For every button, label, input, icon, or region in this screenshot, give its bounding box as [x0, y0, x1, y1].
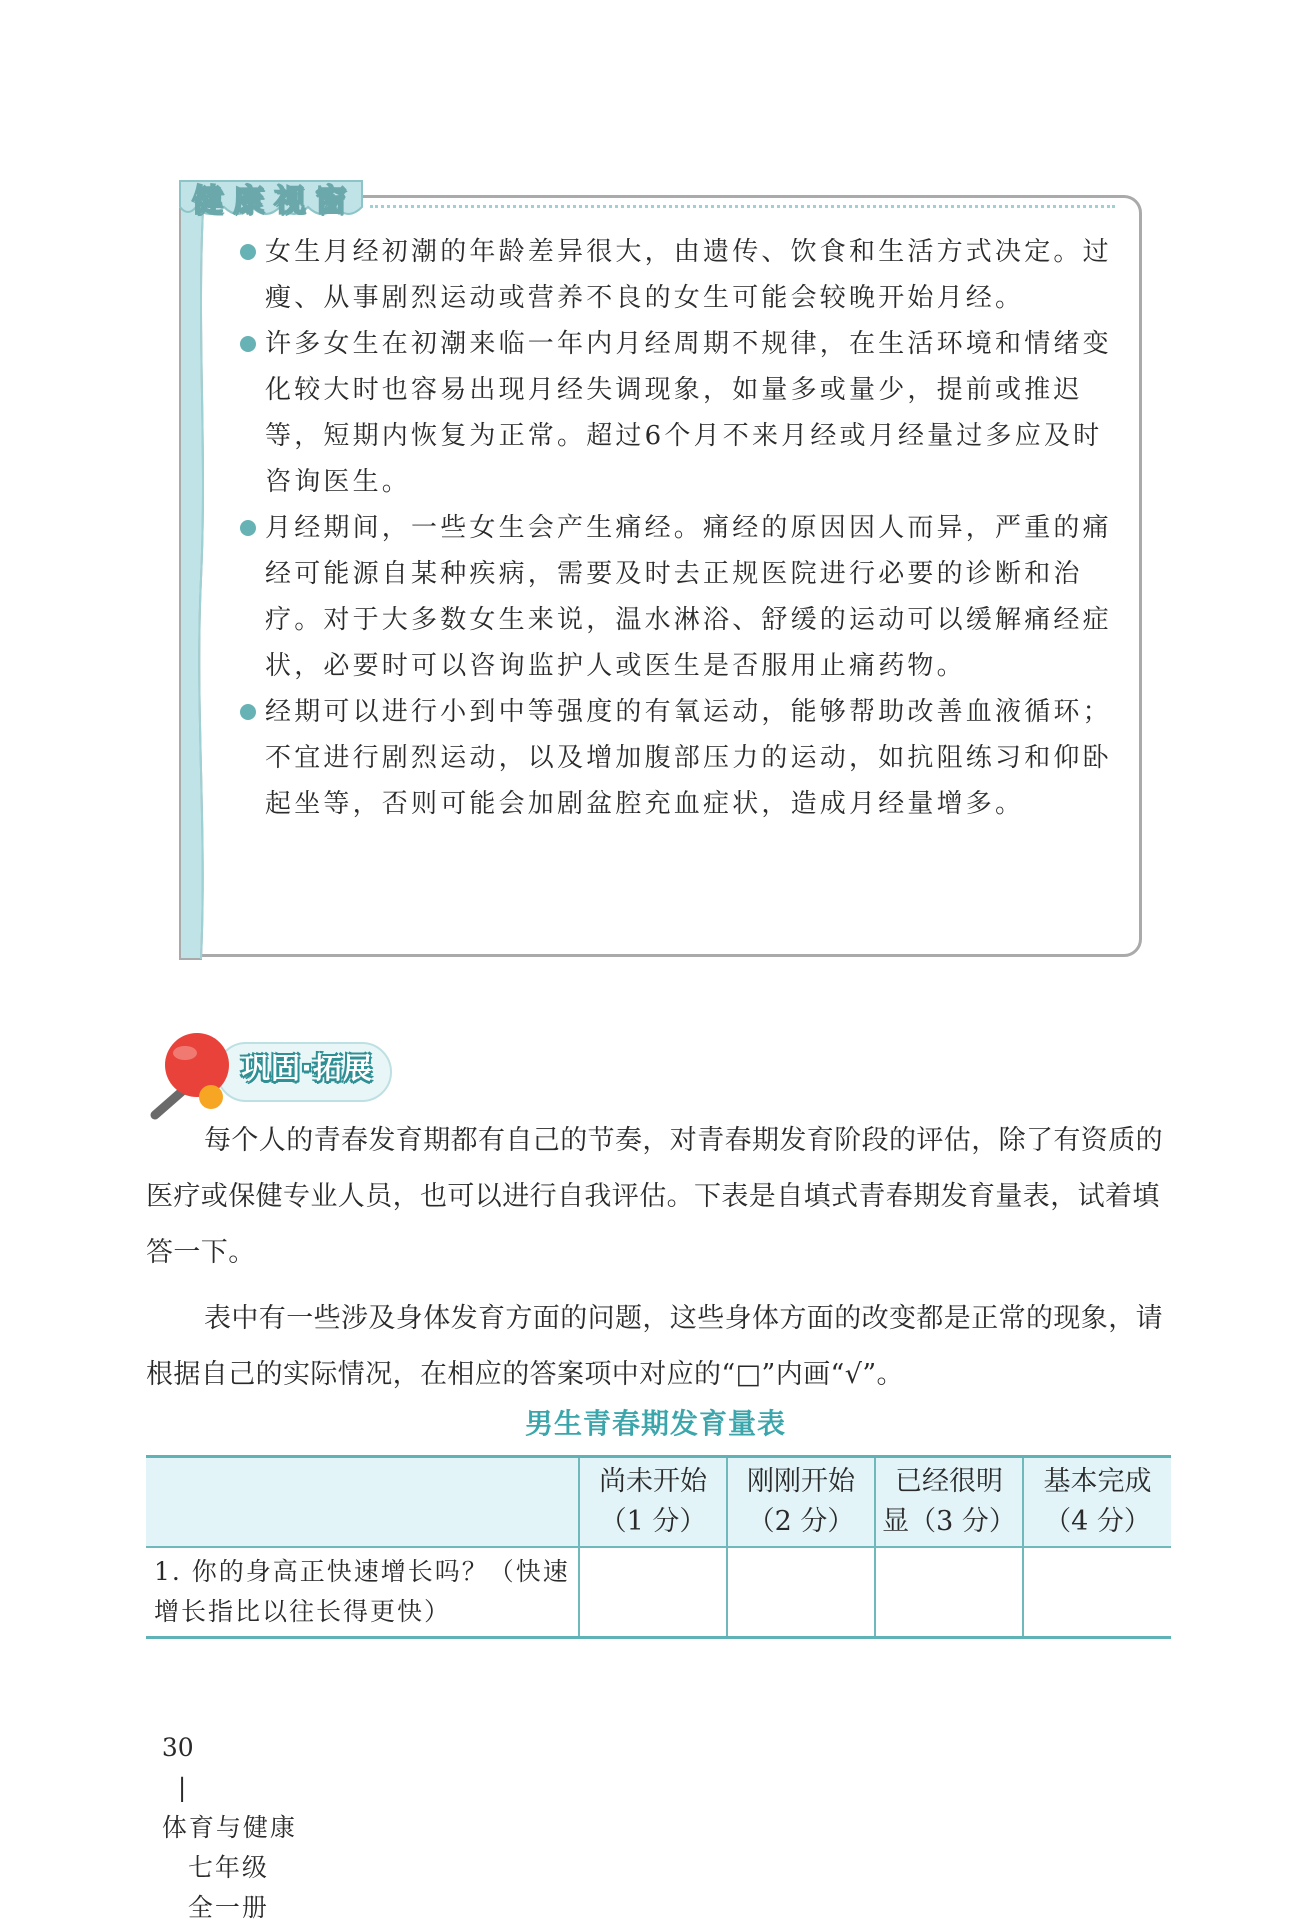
bullet-dot-icon: [240, 520, 256, 536]
list-item: [240, 689, 1120, 827]
table-header-empty: [146, 1457, 579, 1547]
list-item-text: 女生月经初潮的年龄差异很大，由遗传、饮食和生活方式决定。过瘦、从事剧烈运动或营养不良的女生可能会较晚开始月经。: [265, 237, 1112, 313]
table-header-cell: 基本完成 （4 分）: [1023, 1457, 1171, 1547]
footer-separator: |: [177, 1773, 187, 1802]
list-item: [240, 229, 1120, 321]
table-header-cell: 已经很明 显（3 分）: [875, 1457, 1023, 1547]
answer-cell-obvious[interactable]: [875, 1547, 1023, 1638]
page-footer: [146, 1688, 297, 1922]
footer-book-title: 体育与健康: [161, 1813, 297, 1842]
bullet-dot-icon: [240, 336, 256, 352]
table-header-row: [146, 1457, 1171, 1547]
puberty-scale-table: [146, 1455, 1171, 1639]
health-window-list: [240, 229, 1120, 827]
intro-paragraph: 每个人的青春发育期都有自己的节奏，对青春期发育阶段的评估，除了有资质的医疗或保健专业人员，也可以进行自我评估。下表是自填式青春期发育量表，试着填答一下。: [146, 1125, 1163, 1268]
list-item-text: 许多女生在初潮来临一年内月经周期不规律，在生活环境和情绪变化较大时也容易出现月经失调现象，如量多或量少，提前或推迟等，短期内恢复为正常。超过6个月不来月经或月经量过多应及时咨询医生。: [265, 329, 1112, 497]
table-row: [146, 1547, 1171, 1638]
footer-grade: 七年级: [187, 1853, 269, 1882]
answer-cell-just-started[interactable]: [727, 1547, 875, 1638]
section-badge-label: 巩固·拓展: [240, 1051, 374, 1085]
bullet-dot-icon: [240, 244, 256, 260]
answer-cell-complete[interactable]: [1023, 1547, 1171, 1638]
table-title: 男生青春期发育量表: [524, 1407, 786, 1440]
page-number: 30: [161, 1733, 194, 1762]
table-header-cell: 刚刚开始 （2 分）: [727, 1457, 875, 1547]
dotted-divider: [370, 205, 1115, 208]
bullet-dot-icon: [240, 704, 256, 720]
list-item: [240, 321, 1120, 505]
answer-cell-not-started[interactable]: [579, 1547, 727, 1638]
footer-volume: 全一册: [187, 1893, 269, 1922]
question-cell: 1. 你的身高正快速增长吗？（快速增长指比以往长得更快）: [154, 1556, 570, 1626]
health-window-title: 健康视窗: [192, 183, 356, 219]
list-item-text: 经期可以进行小到中等强度的有氧运动，能够帮助改善血液循环；不宜进行剧烈运动，以及增加腹部压力的运动，如抗阻练习和仰卧起坐等，否则可能会加剧盆腔充血症状，造成月经量增多。: [265, 697, 1112, 819]
list-item: [240, 505, 1120, 689]
health-window-box: [180, 183, 1142, 957]
table-header-cell: 尚未开始 （1 分）: [579, 1457, 727, 1547]
list-item-text: 月经期间，一些女生会产生痛经。痛经的原因因人而异，严重的痛经可能源自某种疾病，需要及时去正规医院进行必要的诊断和治疗。对于大多数女生来说，温水淋浴、舒缓的运动可以缓解痛经症状，必要时可以咨询监护人或医生是否服用止痛药物。: [265, 513, 1112, 681]
instruction-paragraph: 表中有一些涉及身体发育方面的问题，这些身体方面的改变都是正常的现象，请根据自己的实际情况，在相应的答案项中对应的“□”内画“√”。: [146, 1303, 1163, 1390]
curtain-decoration-icon: [177, 189, 209, 965]
